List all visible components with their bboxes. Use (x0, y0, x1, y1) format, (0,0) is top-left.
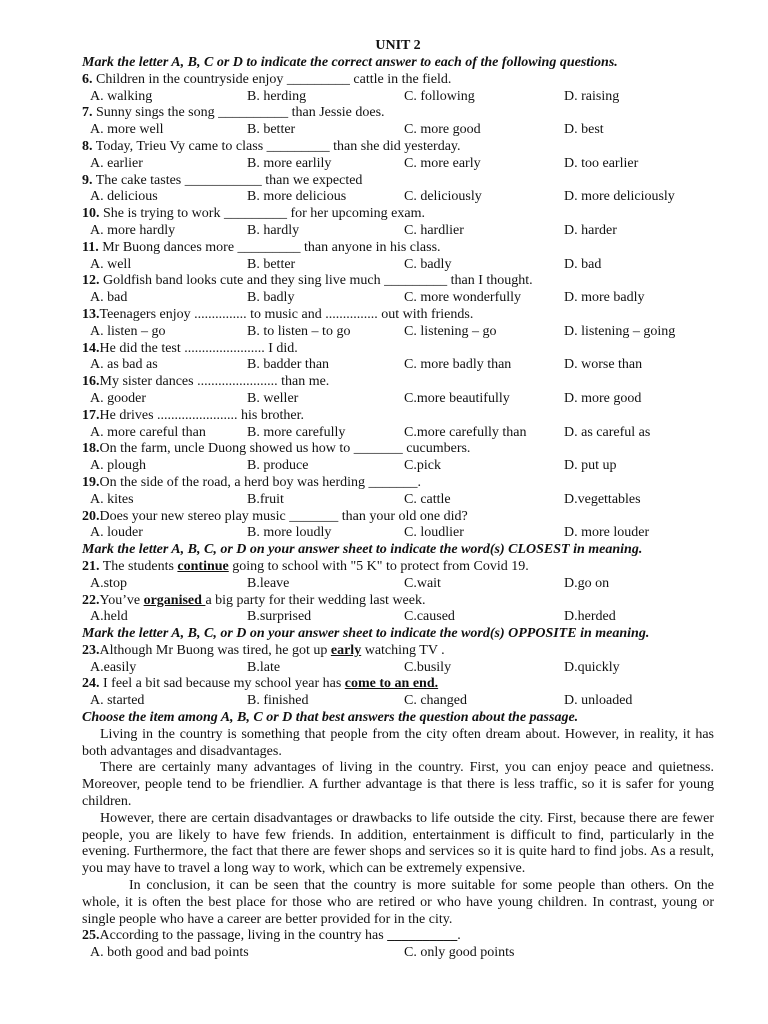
answer-option[interactable]: B. hardly (247, 222, 300, 238)
question-number: 7. (82, 105, 93, 121)
answer-option[interactable]: C. only good points (404, 945, 515, 961)
answer-option[interactable]: A. more hardly (90, 222, 176, 238)
answer-options (82, 324, 714, 341)
question-number: 8. (82, 138, 93, 154)
answer-option[interactable]: C. more badly than (404, 357, 512, 373)
answer-option[interactable]: B. herding (247, 88, 307, 104)
answer-options (82, 391, 714, 408)
answer-option[interactable]: A. plough (90, 458, 146, 474)
answer-option[interactable]: C.pick (404, 458, 441, 474)
question-stem (82, 643, 714, 660)
answer-option[interactable]: C. cattle (404, 491, 451, 507)
question-number: 16. (82, 374, 100, 390)
question-number: 24. (82, 676, 100, 692)
answer-option[interactable]: A. more careful than (90, 424, 206, 440)
answer-option[interactable]: A. listen – go (90, 323, 166, 339)
question-number: 20. (82, 508, 100, 524)
question-text: Today, Trieu Vy came to class _________ than she did yesterday. (92, 138, 461, 154)
question-text: Goldfish band looks cute and they sing live much _________ than I thought. (99, 273, 533, 289)
underlined-keyword: continue (177, 558, 229, 574)
answer-option[interactable]: D. bad (564, 256, 602, 272)
answer-option[interactable]: D.quickly (564, 659, 620, 675)
answer-option[interactable]: C. more wonderfully (404, 290, 522, 306)
question-number: 14. (82, 340, 100, 356)
answer-option[interactable]: C. listening – go (404, 323, 497, 339)
answer-option[interactable]: C.busily (404, 659, 452, 675)
question-text: You’ve (99, 592, 144, 608)
answer-options (82, 945, 714, 962)
answer-option[interactable]: C.wait (404, 575, 441, 591)
answer-option[interactable]: A. earlier (90, 155, 143, 171)
passage-paragraph: In conclusion, it can be seen that the country is more suitable for some people than others. On the whole, it is often the best place for those who are retired or who have young children. In contrast, young or single people who have a career are better provided for in the city. (82, 878, 714, 927)
question-stem (82, 341, 714, 358)
question-stem (82, 441, 714, 458)
question-stem (82, 173, 714, 190)
question-text: She is trying to work _________ for her upcoming exam. (99, 206, 425, 222)
answer-option[interactable]: A. louder (90, 525, 143, 541)
answer-options (82, 257, 714, 274)
answer-option[interactable]: D. more badly (564, 290, 645, 306)
question-stem (82, 475, 714, 492)
question-stem (82, 559, 714, 576)
answer-option[interactable]: D.vegettables (564, 491, 641, 507)
question-text: The students (99, 558, 178, 574)
answer-option[interactable]: D. more good (564, 390, 642, 406)
answer-option[interactable]: B.late (247, 659, 281, 675)
worksheet-page (82, 38, 714, 962)
answer-option[interactable]: C. changed (404, 693, 467, 709)
answer-option[interactable]: B.surprised (247, 609, 312, 625)
answer-option[interactable]: A. both good and bad points (90, 945, 249, 961)
answer-option[interactable]: D. worse than (564, 357, 643, 373)
answer-option[interactable]: C. hardlier (404, 222, 464, 238)
answer-options (82, 576, 714, 593)
answer-option[interactable]: A. gooder (90, 390, 146, 406)
answer-options (82, 223, 714, 240)
answer-option[interactable]: A. walking (90, 88, 153, 104)
question-number: 10. (82, 206, 100, 222)
question-stem (82, 928, 714, 945)
mcq-section (82, 72, 714, 542)
closest-section (82, 559, 714, 626)
answer-option[interactable]: B. badder than (247, 357, 330, 373)
answer-option[interactable]: C. loudlier (404, 525, 464, 541)
instruction-closest: Mark the letter A, B, C, or D on your answer sheet to indicate the word(s) CLOSEST in meaning. (82, 542, 643, 558)
question-number: 22. (82, 592, 100, 608)
question-stem (82, 509, 714, 526)
question-text: Teenagers enjoy ............... to music and ............... out with friends. (99, 306, 474, 322)
answer-option[interactable]: B. weller (247, 390, 299, 406)
answer-option[interactable]: D.herded (564, 609, 616, 625)
underlined-keyword: organised (143, 592, 206, 608)
answer-option[interactable]: D. raising (564, 88, 620, 104)
answer-options (82, 458, 714, 475)
answer-option[interactable]: B.leave (247, 575, 290, 591)
answer-option[interactable]: B. finished (247, 693, 309, 709)
answer-option[interactable]: A. delicious (90, 189, 158, 205)
question-stem (82, 240, 714, 257)
question-text: The cake tastes ___________ than we expected (92, 172, 363, 188)
passage-paragraph: However, there are certain disadvantages or drawbacks to life outside the city. First, because there are fewer people, you are likely to have few friends. In addition, entertainment is difficult to find, particularly in the evening. Furthermore, the fact that there are fewer shops and services so it is quite hard to find jobs. As a result, you may have to travel a long way to work, which can be extremely expensive. (82, 810, 714, 877)
question-text: going to school with "5 K" to protect from Covid 19. (228, 558, 529, 574)
question-text: On the side of the road, a herd boy was herding _______. (99, 474, 422, 490)
answer-option[interactable]: B. to listen – to go (247, 323, 351, 339)
answer-option[interactable]: C. more early (404, 155, 481, 171)
answer-option[interactable]: D. more deliciously (564, 189, 675, 205)
question-text: a big party for their wedding last week. (205, 592, 426, 608)
answer-options (82, 609, 714, 626)
question-stem (82, 273, 714, 290)
underlined-keyword: early (330, 642, 362, 658)
question-text: My sister dances ....................... than me. (99, 374, 330, 390)
question-number: 17. (82, 407, 100, 423)
question-number: 23. (82, 642, 100, 658)
answer-options (82, 189, 714, 206)
question-text: Does your new stereo play music _______ than your old one did? (99, 508, 468, 524)
answer-option[interactable]: D. as careful as (564, 424, 651, 440)
question-number: 9. (82, 172, 93, 188)
answer-option[interactable]: C. following (404, 88, 475, 104)
answer-option[interactable]: A.easily (90, 659, 137, 675)
question-text: I feel a bit sad because my school year has (99, 676, 345, 692)
answer-option[interactable]: C. deliciously (404, 189, 482, 205)
question-number: 19. (82, 474, 100, 490)
question-text: According to the passage, living in the country has (99, 928, 388, 944)
answer-options (82, 290, 714, 307)
question-stem (82, 593, 714, 610)
question-text: Although Mr Buong was tired, he got up (99, 642, 331, 658)
answer-option[interactable]: D. best (564, 122, 604, 138)
answer-option[interactable]: A. bad (90, 290, 128, 306)
passage-paragraph: There are certainly many advantages of living in the country. First, you can enjoy peace and quietness. Moreover, people tend to be friendlier. A further advantage is that there is less traffic, so it is safer for young children. (82, 760, 714, 810)
answer-option[interactable]: B. more loudly (247, 525, 332, 541)
answer-option[interactable]: A. kites (90, 491, 134, 507)
answer-option[interactable]: B. badly (247, 290, 295, 306)
answer-options (82, 425, 714, 442)
passage-question (82, 928, 714, 962)
page-title: UNIT 2 (375, 38, 421, 53)
answer-option[interactable]: A. more well (90, 122, 164, 138)
question-text: He drives ....................... his brother. (99, 407, 305, 423)
answer-option[interactable]: B. produce (247, 458, 309, 474)
question-number: 13. (82, 306, 100, 322)
answer-option[interactable]: A. well (90, 256, 132, 272)
question-text: Mr Buong dances more _________ than anyone in his class. (98, 239, 441, 255)
answer-option[interactable]: C.caused (404, 609, 455, 625)
answer-option[interactable]: A. started (90, 693, 145, 709)
answer-option[interactable]: B. more earlily (247, 155, 332, 171)
underlined-keyword: come to an end. (344, 676, 439, 692)
answer-options (82, 660, 714, 677)
answer-option[interactable]: D. harder (564, 222, 617, 238)
question-number: 21. (82, 558, 100, 574)
answer-option[interactable]: B. more carefully (247, 424, 346, 440)
question-number: 11. (82, 239, 99, 255)
question-stem (82, 307, 714, 324)
answer-options (82, 357, 714, 374)
answer-options (82, 525, 714, 542)
answer-option[interactable]: B. more delicious (247, 189, 347, 205)
answer-option[interactable]: A.stop (90, 575, 127, 591)
instruction-passage: Choose the item among A, B, C or D that best answers the question about the passage. (82, 710, 579, 726)
question-stem (82, 206, 714, 223)
answer-option[interactable]: B.fruit (247, 491, 284, 507)
answer-options (82, 693, 714, 710)
answer-options (82, 156, 714, 173)
answer-options (82, 122, 714, 139)
question-number: 6. (82, 71, 93, 87)
question-stem (82, 374, 714, 391)
passage-paragraph: Living in the country is something that people from the city often dream about. However, in reality, it has both advantages and disadvantages. (82, 726, 714, 759)
answer-option[interactable]: A.held (90, 609, 128, 625)
question-number: 25. (82, 928, 100, 944)
answer-option[interactable]: D.go on (564, 575, 610, 591)
answer-options (82, 89, 714, 106)
question-text: watching TV . (361, 642, 445, 658)
answer-option[interactable]: A. as bad as (90, 357, 158, 373)
question-number: 18. (82, 441, 100, 457)
question-stem (82, 676, 714, 693)
answer-option[interactable]: C. more good (404, 122, 481, 138)
answer-blank: __________ (387, 928, 458, 944)
question-stem (82, 139, 714, 156)
question-stem (82, 408, 714, 425)
question-stem (82, 72, 714, 89)
answer-option[interactable]: D. put up (564, 458, 617, 474)
answer-option[interactable]: C. badly (404, 256, 452, 272)
question-text: Sunny sings the song __________ than Jessie does. (92, 105, 385, 121)
reading-passage (82, 727, 714, 929)
instruction-opposite: Mark the letter A, B, C, or D on your answer sheet to indicate the word(s) OPPOSITE in meaning. (82, 626, 650, 642)
answer-option[interactable]: C.more carefully than (404, 424, 527, 440)
answer-option[interactable]: B. better (247, 122, 296, 138)
answer-option[interactable]: D. listening – going (564, 323, 676, 339)
question-text: He did the test ....................... I did. (99, 340, 298, 356)
question-number: 12. (82, 273, 100, 289)
answer-option[interactable]: C.more beautifully (404, 390, 510, 406)
instruction-mcq: Mark the letter A, B, C or D to indicate the correct answer to each of the following questions. (82, 55, 618, 70)
answer-option[interactable]: B. better (247, 256, 296, 272)
opposite-section (82, 643, 714, 710)
question-stem (82, 105, 714, 122)
answer-option[interactable]: D. too earlier (564, 155, 639, 171)
answer-options (82, 492, 714, 509)
question-text: Children in the countryside enjoy _________ cattle in the field. (92, 71, 452, 87)
answer-option[interactable]: D. unloaded (564, 693, 633, 709)
answer-option[interactable]: D. more louder (564, 525, 650, 541)
question-text: On the farm, uncle Duong showed us how to _______ cucumbers. (99, 441, 471, 457)
question-text: . (457, 928, 461, 944)
